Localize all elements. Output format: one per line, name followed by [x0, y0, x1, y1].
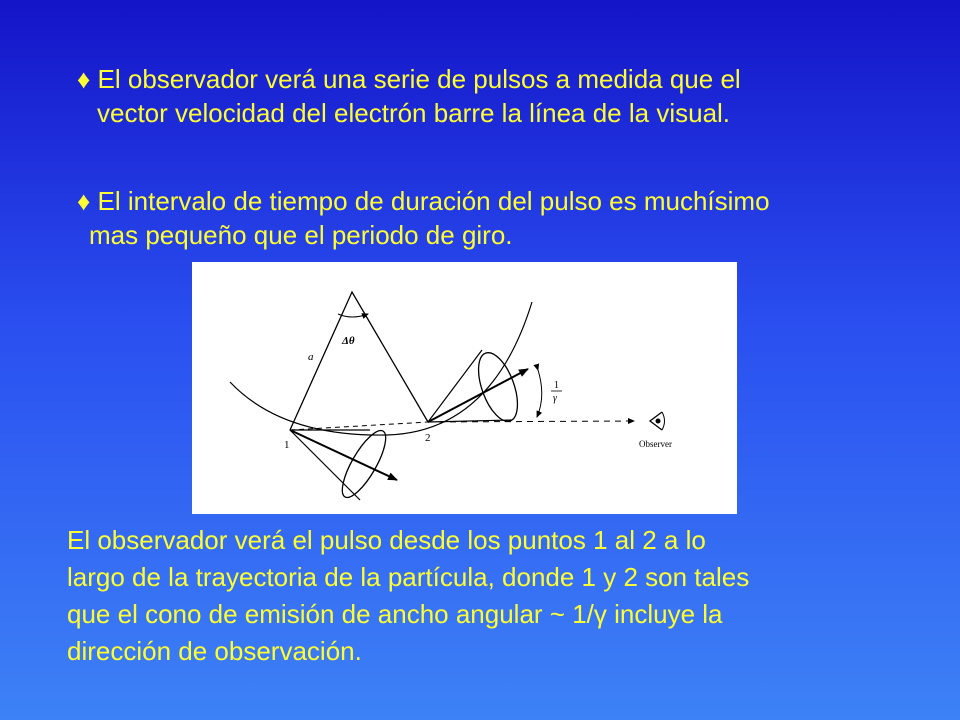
- diagram-svg: [192, 262, 737, 514]
- velocity-arrow-2: [428, 369, 528, 422]
- label-observer: Observer: [639, 439, 672, 449]
- trajectory-arc: [230, 302, 532, 435]
- diamond-bullet-icon: ♦: [77, 64, 91, 94]
- bullet-2-line-2: mas pequeño que el periodo de giro.: [89, 220, 513, 250]
- label-point-1: 1: [284, 439, 290, 451]
- emission-cone-2: [428, 348, 528, 427]
- bullet-1-text: El observador verá una serie de pulsos a medida que el: [97, 64, 741, 94]
- bullet-2-line-1: [77, 186, 770, 216]
- label-delta-theta: Δθ: [342, 335, 355, 347]
- bullet-1-line-1: [77, 64, 741, 94]
- diamond-bullet-icon: ♦: [77, 186, 91, 216]
- synchrotron-emission-diagram: [192, 262, 737, 514]
- velocity-arrow-1: [290, 430, 397, 480]
- bullet-2-text: El intervalo de tiempo de duración del pulso es muchísimo: [97, 186, 770, 216]
- paragraph-line-3: que el cono de emisión de ancho angular ~ 1/γ incluye la: [67, 599, 723, 629]
- inverse-gamma-arc: [537, 370, 542, 417]
- bullet-2: [77, 184, 770, 252]
- label-point-2: 2: [425, 432, 431, 444]
- bullet-1-line-2: vector velocidad del electrón barre la línea de la visual.: [97, 98, 731, 128]
- paragraph-line-1: El observador verá el pulso desde los puntos 1 al 2 a lo: [67, 525, 706, 555]
- bullet-1: [77, 62, 741, 130]
- emission-cone-1: [290, 425, 397, 503]
- explanation-paragraph: [67, 522, 749, 670]
- paragraph-line-4: dirección de observación.: [67, 636, 362, 666]
- eye-icon: [650, 412, 665, 430]
- label-inverse-gamma-denominator: γ: [553, 393, 557, 404]
- label-inverse-gamma-numerator: 1: [554, 380, 559, 391]
- chord-dashed: [290, 422, 428, 430]
- paragraph-line-2: largo de la trayectoria de la partícula, donde 1 y 2 son tales: [67, 562, 750, 592]
- label-a: a: [308, 351, 314, 363]
